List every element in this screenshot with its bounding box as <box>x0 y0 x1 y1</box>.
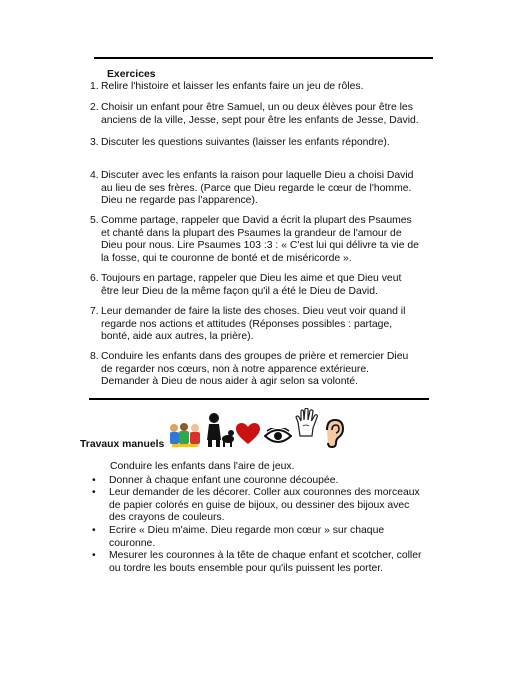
exercise-item-6: 6. Toujours en partage, rappeler que Dieu les aime et que Dieu veut être leur Dieu de la même façon qu'il a été le Dieu de David. <box>90 273 402 297</box>
hand-icon <box>294 408 320 438</box>
ear-icon <box>322 418 344 448</box>
middle-rule <box>89 398 429 400</box>
crafts-section <box>92 461 422 575</box>
top-rule <box>94 57 433 59</box>
heart-icon <box>235 422 261 446</box>
crafts-item-4: • Mesurer les couronnes à la tête de chaque enfant et scotcher, coller ou tordre les bouts ensemble pour qu'ils puissent les porter. <box>92 550 422 574</box>
bullet-icon: • <box>92 487 96 499</box>
crafts-item-2: • Leur demander de les décorer. Coller aux couronnes des morceaux de papier colorés en guise de bijoux, ou dessiner des bijoux avec des crayons de couleurs. <box>92 487 420 524</box>
exercise-item-2: 2. Choisir un enfant pour être Samuel, un ou deux élèves pour être les anciens de la ville, Jesse, sept pour être les enfants de Jesse, David. <box>90 102 419 126</box>
crafts-item-3: • Ecrire « Dieu m'aime. Dieu regarde mon cœur » sur chaque couronne. <box>92 524 385 549</box>
bullet-icon: • <box>92 550 96 562</box>
eye-icon <box>264 428 292 444</box>
child-with-dog-icon <box>204 412 234 448</box>
exercise-item-7: 7. Leur demander de faire la liste des choses. Dieu veut voir quand il regarde nos actions et attitudes (Réponses possibles : partage, bonté, aide aux autres, la prière). <box>90 306 406 343</box>
crafts-heading: Travaux manuels <box>80 439 165 450</box>
exercises-heading: Exercices <box>107 69 156 80</box>
exercise-item-5: 5. Comme partage, rappeler que David a écrit la plupart des Psaumes et chanté dans la plupart des Psaumes la grandeur de l'amour de Dieu pour nous. Lire Psaumes 103 :3 : « C'est lui qui délivre ta vie de la fosse, qui te couronne de bonté et de miséricorde ». <box>90 215 419 264</box>
bullet-icon: • <box>92 474 96 486</box>
crafts-intro: Conduire les enfants dans l'aire de jeux. <box>110 461 295 472</box>
exercise-item-1: 1. Relire l'histoire et laisser les enfants faire un jeu de rôles. <box>90 81 364 92</box>
bullet-icon: • <box>92 524 96 536</box>
exercise-item-4: 4. Discuter avec les enfants la raison pour laquelle Dieu a choisi David au lieu de ses frères. (Parce que Dieu regarde le cœur de l'homme. Dieu ne regarde pas l'apparence). <box>90 170 414 207</box>
crafts-item-1: • Donner à chaque enfant une couronne découpée. <box>92 474 339 486</box>
children-group-icon <box>168 422 204 448</box>
exercise-item-8: 8. Conduire les enfants dans des groupes de prière et remercier Dieu de regarder nos cœurs, non à notre apparence extérieure. Demander à Dieu de nous aider à agir selon sa volonté. <box>90 351 409 388</box>
exercise-item-3: 3. Discuter les questions suivantes (laisser les enfants répondre). <box>90 137 390 148</box>
activity-icons <box>168 408 358 452</box>
